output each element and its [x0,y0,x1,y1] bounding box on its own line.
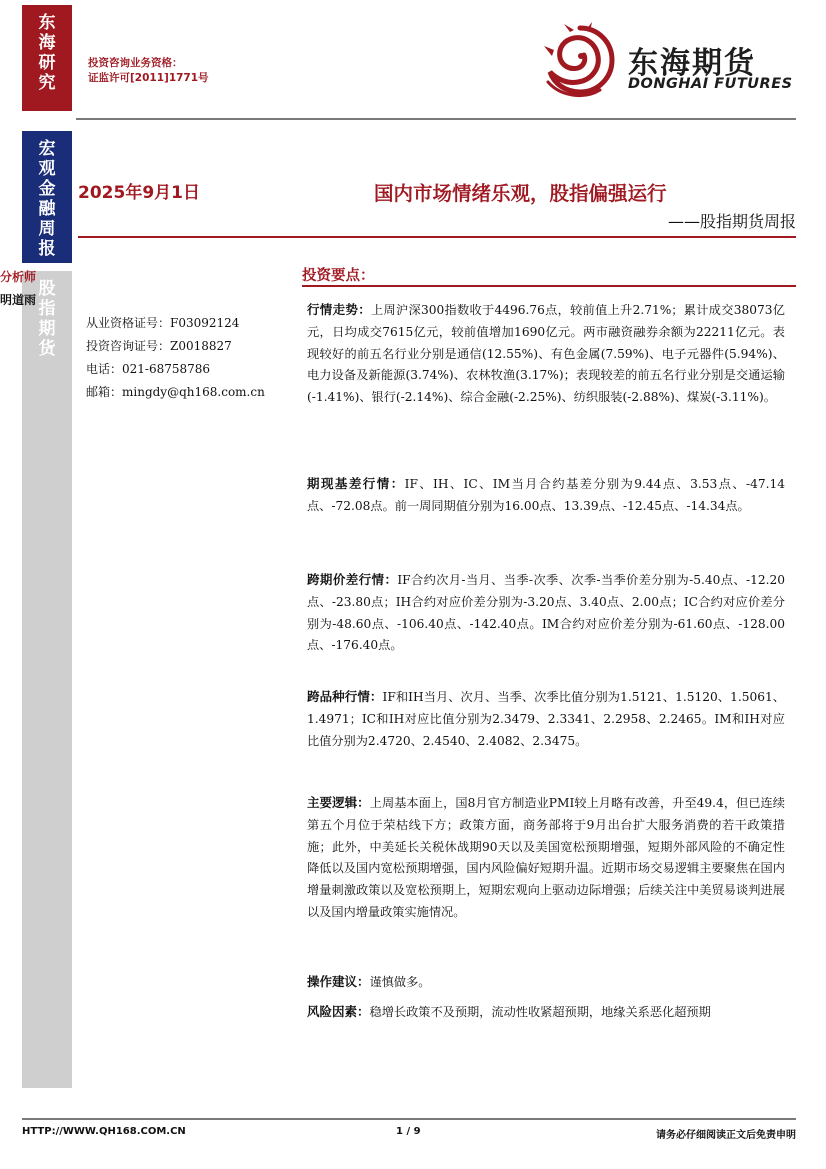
research-tag-char: 东 [38,13,56,33]
category-tag-char: 金 [38,179,56,199]
paragraph-operation-advice [307,971,785,994]
paragraph-text: IF和IH当月、次月、当季、次季比值分别为1.5121、1.5120、1.5061、1.4971；IC和IH对应比值分别为2.3479、2.3341、2.2958、2.2465。IM和IH对应比值分别为2.4720、2.4540、2.4082、2.3475。 [307,690,785,748]
footer-url[interactable]: HTTP://WWW.QH168.COM.CN [22,1126,186,1137]
category-tag [22,131,72,263]
paragraph-calendar-spread [307,569,785,657]
category-tag-char: 融 [38,199,56,219]
analyst-phone: 电话：021-68758786 [86,362,211,376]
analyst-label: 分析师 [0,270,37,284]
report-title: 国内市场情绪乐观，股指偏强运行 [374,182,667,205]
paragraph-text: 上周沪深300指数收于4496.76点，较前值上升2.71%；累计成交38073亿元，日均成交7615亿元，较前值增加1690亿元。两市融资融券余额为22211亿元。表现较好的前五名行业分别是通信(12.55%)、有色金属(7.59%)、电子元器件(5.94%)、电力设备及新能源(3.74%)、农林牧渔(3.17%)；表现较差的前五名行业分别是交通运输(-1.41%)、银行(-2.14%)、综合金融(-2.25%)、纺织服装(-2.88%)、煤炭(-3.11%)。 [307,303,785,405]
paragraph-text: 稳增长政策不及预期，流动性收紧超预期，地缘关系恶化超预期 [369,1005,711,1019]
license-line: 证监许可[2011]1771号 [88,72,209,84]
paragraph-text: IF合约次月-当月、当季-次季、次季-当季价差分别为-5.40点、-12.20点、-23.80点；IH合约对应价差分别为-3.20点、3.40点、2.00点；IC合约对应价差分别为-48.60点、-106.40点、-142.40点。IM合约对应价差分别为-61.60点、-128.00点、-176.40点。 [307,573,785,653]
analyst-consult-cert: 投资咨询证号：Z0018827 [86,339,232,353]
page-number: 1 / 9 [396,1126,421,1137]
paragraph-text: 谨慎做多。 [369,975,431,989]
research-tag-char: 海 [38,33,56,53]
paragraph-market-trend [307,299,785,409]
paragraph-label: 行情走势： [307,302,371,317]
category-tag-char: 周 [38,219,56,239]
paragraph-label: 期现基差行情： [307,476,405,491]
paragraph-label: 操作建议： [307,974,370,989]
report-date: 2025年9月1日 [78,183,200,203]
topic-tag [22,271,72,1088]
paragraph-cross-variety [307,686,785,752]
paragraph-text: 上周基本面上，国8月官方制造业PMI较上月略有改善，升至49.4，但已连续第五个月位于荣枯线下方；政策方面，商务部将于9月出台扩大服务消费的若干政策措施；此外，中美延长关税休战期90天以及美国宽松预期增强，短期外部风险的不确定性降低以及国内宽松预期增强，国内风险偏好短期升温。近期市场交易逻辑主要聚焦在国内增量刺激政策以及宽松预期上，短期宏观向上驱动边际增强；后续关注中美贸易谈判进展以及国内增量政策实施情况。 [307,796,785,919]
research-tag-char: 研 [38,53,56,73]
report-subtitle: ——股指期货周报 [667,212,796,231]
logo-chinese-text: 东海期货 [628,46,756,81]
section-divider [302,285,796,287]
dragon-logo-icon [540,22,620,102]
qualification-line: 投资咨询业务资格： [88,57,183,69]
research-tag [22,5,72,111]
topic-tag-char: 股 [38,279,56,299]
paragraph-label: 跨品种行情： [307,689,383,704]
paragraph-label: 跨期价差行情： [307,572,398,587]
logo-english-text: DONGHAI FUTURES [628,76,793,92]
paragraph-label: 主要逻辑： [307,795,370,810]
analyst-email: 邮箱：mingdy@qh168.com.cn [86,385,265,399]
paragraph-risk-factors [307,1001,785,1024]
section-heading: 投资要点： [302,268,375,284]
header-divider [76,118,796,120]
paragraph-label: 风险因素： [307,1004,370,1019]
paragraph-main-logic [307,792,785,924]
category-tag-char: 观 [38,159,56,179]
analyst-name: 明道雨 [0,293,37,307]
footer-disclaimer: 请务必仔细阅读正文后免责申明 [656,1130,796,1141]
paragraph-basis [307,473,785,518]
category-tag-char: 宏 [38,139,56,159]
footer-divider [22,1118,796,1120]
topic-tag-char: 货 [38,339,56,359]
analyst-cert: 从业资格证号：F03092124 [86,316,240,330]
title-divider [78,236,796,238]
category-tag-char: 报 [38,239,56,259]
paragraph-text: IF、IH、IC、IM当月合约基差分别为9.44点、3.53点、-47.14点、-72.08点。前一周同期值分别为16.00点、13.39点、-12.45点、-14.34点。 [307,477,785,513]
research-tag-char: 究 [38,73,56,93]
topic-tag-char: 期 [38,319,56,339]
topic-tag-char: 指 [38,299,56,319]
